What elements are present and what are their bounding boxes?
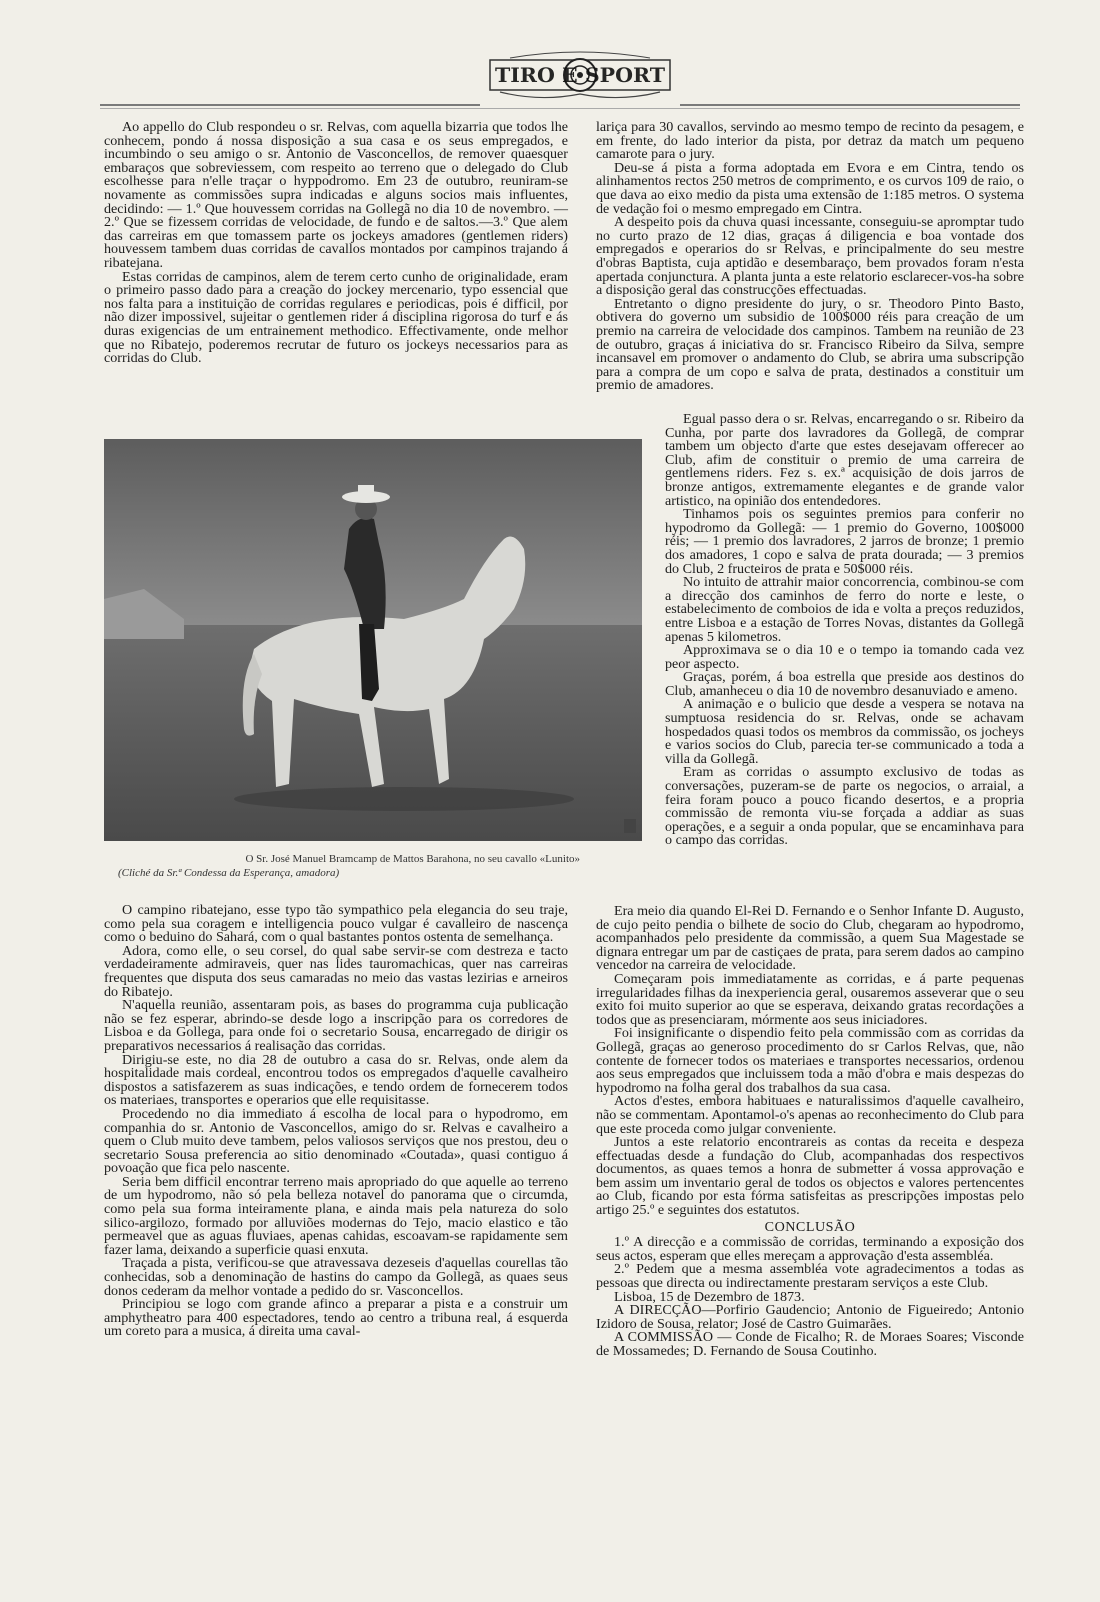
paragraph: Deu-se á pista a forma adoptada em Evora e em Cintra, tendo os alinhamentos rectos 250 metros de comprimento, e os curvos 109 de raio, o que dava ao eixo medio da pista uma extensão de 1:185 metros. O systema de vedação foi o mesmo empregado em Cintra. xyxy=(596,159,1024,217)
paragraph: Eram as corridas o assumpto exclusivo de todas as conversações, puzeram-se de parte os negocios, o arraial, a feira foram pouco a pouco ficando desertos, e a propria commissão de remonta viu-se forçada a addiar as suas operações, e a seguir a onda popular, que se encaminhava para o campo das corridas. xyxy=(665,764,1024,849)
paragraph: Principiou se logo com grande afinco a preparar a pista e a construir um amphytheatro para 400 espectadores, tendo ao centro a tribuna real, á esquerda um coreto para a musica, á direita uma caval- xyxy=(104,1296,568,1340)
paragraph: Approximava se o dia 10 e o tempo ia tomando cada vez peor aspecto. xyxy=(665,642,1024,672)
paragraph: A despeito pois da chuva quasi incessante, conseguiu-se apromptar tudo no curto prazo de 12 dias, graças á diligencia e boa vontade dos empregados e operarios do sr Relvas, e principalmente do seu mestre d'obras Baptista, cuja aptidão e desembaraço, bem provados foram n'esta apertada conjunctura. A planta junta a este relatorio esclarecer-vos-ha sobre a disposição geral das construcções effectuadas. xyxy=(596,214,1024,299)
left-column-top xyxy=(104,121,568,366)
section-heading-conclusao: CONCLUSÃO xyxy=(764,1218,856,1235)
paragraph: Graças, porém, á boa estrella que preside aos destinos do Club, amanheceu o dia 10 de novembro desanuviado e ameno. xyxy=(665,669,1024,699)
paragraph: Juntos a este relatorio encontrareis as contas da receita e despeza effectuadas desde a fundação do Club, acompanhadas dos respectivos documentos, as quaes temos a honra de submetter á vossa approvação e bem assim um inventario geral de todos os objectos e valores pertencentes ao Club, ficando por esta fórma satisfeitas as prescripções impostas pelo artigo 25.º e seguintes dos estatutos. xyxy=(596,1134,1024,1219)
paragraph: N'aquella reunião, assentaram pois, as bases do programma cuja publicação não se fez esperar, abrindo-se desde logo a inscripção para os corredores de Lisboa e da Gollega, para onde foi o secretario Sousa, encarregado de dirigir os preparativos necessarios á realisação das corridas. xyxy=(104,997,568,1054)
date-line: Lisboa, 15 de Dezembro de 1873. xyxy=(614,1288,805,1305)
masthead-rule-left xyxy=(100,104,480,106)
right-column-top xyxy=(596,121,1024,393)
paragraph: No intuito de attrahir maior concorrencia, combinou-se com a direcção dos caminhos de ferro do norte e leste, o estabelecimento de comboios de ida e volta a preços reduzidos, entre Lisboa e a estação de Torres Novas, distantes da Gollegã apenas 5 kilometros. xyxy=(665,574,1024,645)
right-column-bottom xyxy=(596,905,1024,1359)
paragraph: Entretanto o digno presidente do jury, o sr. Theodoro Pinto Basto, obtivera do governo um subsidio de 100$000 réis para creação de um premio na carreira de velocidade dos campinos. Tambem na reunião de 23 de outubro, graças á iniciativa do sr. Francisco Ribeiro da Silva, sempre incansavel em promover o andamento do Club, se abrira uma subscripção para a compra de um copo e salva de prata, destinados a constituir um premio de amadores. xyxy=(596,295,1024,394)
masthead-rule xyxy=(100,108,1020,109)
masthead xyxy=(0,36,1100,108)
masthead-title: TIRO E SPORT xyxy=(495,63,666,87)
paragraph: Traçada a pista, verificou-se que atravessava dezeseis d'aquellas courellas tão conhecidas, sob a denominação de hastins do campo da Gollegã, as quaes seus donos cederam da melhor vontade a pedido do sr. Vasconcellos. xyxy=(104,1255,568,1299)
caption-line-1: O Sr. José Manuel Bramcamp de Mattos Barahona, no seu cavallo «Lunito» xyxy=(245,853,580,865)
caption-line-2: (Cliché da Sr.ª Condessa da Esperança, amadora) xyxy=(118,867,340,879)
right-column-middle xyxy=(665,413,1024,848)
paragraph: 1.º A direcção e a commissão de corridas, terminando a exposição dos seus actos, esperam que elles mereçam a approvação d'esta assembléa. xyxy=(596,1234,1024,1264)
paragraph: Procedendo no dia immediato á escolha de local para o hypodromo, em companhia do sr. Antonio de Vasconcellos, amigo do sr. Relvas e cavalheiro a quem o Club muito deve tambem, pelos valiosos serviços que nos prestou, deu o secretario Sousa preferencia ao sitio denominado «Coutada», quasi contiguo á povoação que fica pelo nascente. xyxy=(104,1105,568,1177)
paragraph: Começaram pois immediatamente as corridas, e á parte pequenas irregularidades filhas da inexperiencia geral, ousaremos asseverar que o seu exito foi muito superior ao que se esperava, deixando gratas recordações a todos que as presenciaram, mórmente aos seus iniciadores. xyxy=(596,970,1024,1028)
paragraph: Era meio dia quando El-Rei D. Fernando e o Senhor Infante D. Augusto, de cujo peito pendia o bilhete de socio do Club, chegaram ao hypodromo, acompanhados pelo presidente da commissão, a quem Sua Magestade se dignara entregar um par de castiçaes de prata, para serem dados ao campino vencedor na carreira de velocidade. xyxy=(596,903,1024,974)
paragraph: Estas corridas de campinos, alem de terem certo cunho de originalidade, eram o primeiro passo dado para a creação do jockey mercenario, typo essencial que nos falta para a instituição de corridas regulares e periodicas, pois é difficil, por não dizer impossivel, sujeitar o gentlemen rider á disciplina rigorosa do turf e ás duras exigencias de um entrainement methodico. Effectivamente, onde melhor que no Ribatejo, poderemos recrutar de futuro os jockeys necessarios para as corridas do Club. xyxy=(104,268,568,367)
paragraph: 2.º Pedem que a mesma assembléa vote agradecimentos a todas as pessoas que directa ou indirectamente prestaram serviços a este Club. xyxy=(596,1261,1024,1292)
paragraph: O campino ribatejano, esse typo tão sympathico pela elegancia do seu traje, como pela sua coragem e intelligencia pouco vulgar é cavalleiro de nascença como o beduino do Sahará, com o qual bastantes pontos ostenta de semelhança. xyxy=(104,902,568,946)
left-column-bottom xyxy=(104,904,568,1339)
paragraph: A animação e o bulicio que desde a vespera se notava na sumptuosa residencia do sr. Relvas, onde se achavam hospedados quasi todos os membros da commissão, os jocheys e varios socios do Club, parecia ter-se communicado a toda a villa da Gollegã. xyxy=(665,696,1024,767)
photo-caption xyxy=(118,852,580,880)
photograph-horse-rider xyxy=(104,439,642,841)
paragraph: Egual passo dera o sr. Relvas, encarregando o sr. Ribeiro da Cunha, por parte dos lavradores da Gollegã, de comprar tambem um objecto d'arte que estes desejavam offerecer ao Club, afim de constituir o premio de uma carreira de gentlemens riders. Fez s. ex.ª acquisição de dois jarros de bronze antigos, extremamente elegantes e de grande valor artistico, na opinião dos entendedores. xyxy=(665,411,1024,509)
paragraph: Tinhamos pois os seguintes premios para conferir no hypodromo da Gollegã: — 1 premio do Governo, 100$000 réis; — 1 premio dos lavradores, 2 jarros de bronze; 1 premio dos amadores, 1 copo e salva de prata dourada; — 3 premios do Club, 2 fructeiros de prata e 50$000 réis. xyxy=(665,506,1024,577)
signatures-direccao: A DIRECÇÃO—Porfirio Gaudencio; Antonio de Figueiredo; Antonio Izidoro de Sousa, relator; José de Castro Guimarães. xyxy=(596,1302,1024,1332)
masthead-logo xyxy=(480,44,680,104)
paragraph: Actos d'estes, embora habituaes e naturalissimos d'aquelle cavalheiro, não se commentam. Apontamol-o's apenas ao reconhecimento do Club para que este proceda como julgar conveniente. xyxy=(596,1093,1024,1137)
masthead-rule-right xyxy=(680,104,1020,106)
signatures-commissao: A COMMISSÃO — Conde de Ficalho; R. de Moraes Soares; Visconde de Mossamedes; D. Fernando de Sousa Coutinho. xyxy=(596,1329,1024,1359)
paragraph: Seria bem difficil encontrar terreno mais apropriado do que aquelle ao terreno de um hypodromo, não só pela belleza notavel do panorama que o circumda, como pela sua forma inteiramente plana, e ainda mais pela natureza do solo silico-argilozo, formado por alluviões modernas do Tejo, macio elastico e tão permeavel que as aguas fluviaes, apenas cahidas, escoavam-se rapidamente sem fazer lama, deixando a superficie quasi enxuta. xyxy=(104,1173,568,1258)
paragraph: lariça para 30 cavallos, servindo ao mesmo tempo de recinto da pesagem, e em frente, do lado interior da pista, por detraz da match um pequeno camarote para o jury. xyxy=(596,119,1024,163)
paragraph: Dirigiu-se este, no dia 28 de outubro a casa do sr. Relvas, onde alem da hospitalidade mais cordeal, encontrou todos os empregados d'aquelle cavalheiro dispostos a satisfazerem as suas indicações, e tendo ordem de fornecerem todos os materiaes, transportes e operarios que elle requisitasse. xyxy=(104,1051,568,1109)
paragraph: Foi insignificante o dispendio feito pela commissão com as corridas da Gollegã, graças ao generoso procedimento do sr Carlos Relvas, que, não contente de fornecer todos os materiaes e transportes necessarios, ordenou aos seus empregados que incluissem toda a mão d'obra e mais despezas do hypodromo na folha geral dos trabalhos da sua casa. xyxy=(596,1025,1024,1096)
paragraph: Adora, como elle, o seu corsel, do qual sabe servir-se com destreza e tacto verdadeiramente admiraveis, quer nas lides tauromachicas, quer nas carreiras frequentes que disputa dos seus camaradas no meio das vastas lezirias e arneiros do Ribatejo. xyxy=(104,942,568,1000)
paragraph: Ao appello do Club respondeu o sr. Relvas, com aquella bizarria que todos lhe conhecem, pondo á nossa disposição a sua casa e os seus empregados, e incumbindo o seu amigo o sr. Antonio de Vasconcellos, de remover quaesquer embaraços que sobreviessem, com respeito ao terreno que o delegado do Club escolhesse para n'elle traçar o hyppodromo. Em 23 de outubro, reuniram-se novamente as commissões supra indicadas e alguns socios mais influentes, decidindo: — 1.º Que houvessem corridas na Gollegã no dia 10 de novembro. — 2.º Que se fizessem corridas de velocidade, de fundo e de saltos.—3.º Que alem das carreiras em que tomassem parte os jockeys amadores (gentlemen riders) houvessem tambem duas corridas de cavallos montados por campinos trajando á ribatejana. xyxy=(104,119,568,271)
